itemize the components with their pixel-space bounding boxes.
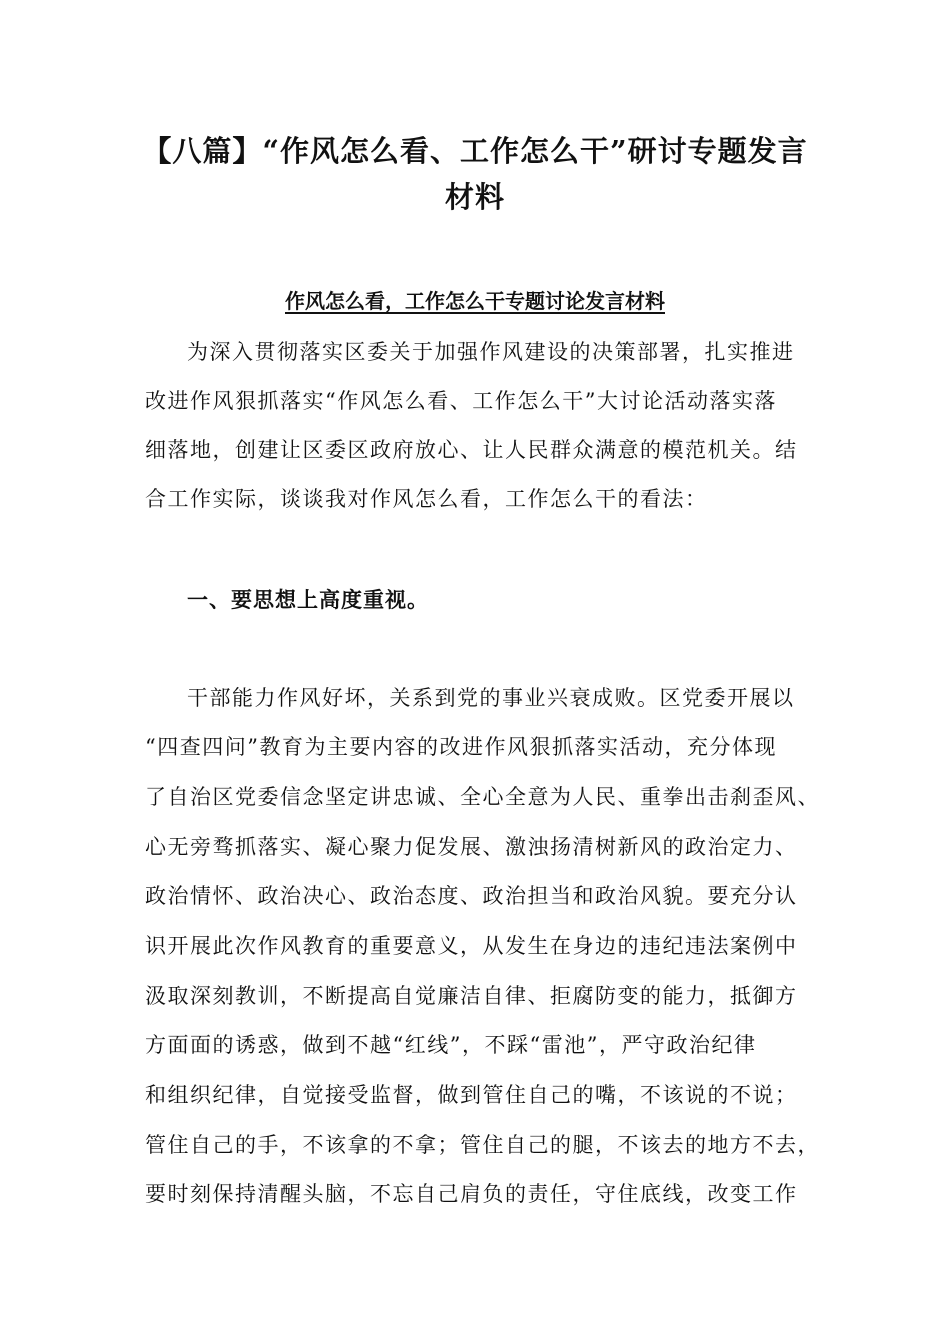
body-line: 方面面的诱惑，做到不越“红线”，不踩“雷池”，严守政治纪律	[145, 1033, 757, 1057]
document-subtitle: 作风怎么看，工作怎么干专题讨论发言材料	[285, 289, 665, 313]
body-line: 政治情怀、政治决心、政治态度、政治担当和政治风貌。要充分认	[145, 884, 798, 908]
body-line: 心无旁骛抓落实、凝心聚力促发展、激浊扬清树新风的政治定力、	[145, 835, 798, 859]
body-line: “四查四问”教育为主要内容的改进作风狠抓落实活动，充分体现	[145, 735, 777, 759]
intro-line: 细落地，创建让区委区政府放心、让人民群众满意的模范机关。结	[145, 438, 798, 462]
section-heading: 一、要思想上高度重视。	[187, 587, 429, 612]
body-line: 了自治区党委信念坚定讲忠诚、全心全意为人民、重拳出击刹歪风、	[145, 785, 820, 809]
body-line: 要时刻保持清醒头脑，不忘自己肩负的责任，守住底线，改变工作	[145, 1182, 798, 1206]
body-line: 干部能力作风好坏，关系到党的事业兴衰成败。区党委开展以	[187, 686, 795, 710]
intro-line: 改进作风狠抓落实“作风怎么看、工作怎么干”大讨论活动落实落	[145, 389, 777, 413]
document-title-line-1: 【八篇】“作风怎么看、工作怎么干”研讨专题发言	[142, 134, 808, 168]
intro-line: 为深入贯彻落实区委关于加强作风建设的决策部署，扎实推进	[187, 340, 795, 364]
body-line: 和组织纪律，自觉接受监督，做到管住自己的嘴，不该说的不说；	[145, 1083, 798, 1107]
document-title-line-2: 材料	[444, 180, 505, 214]
body-line: 汲取深刻教训，不断提高自觉廉洁自律、拒腐防变的能力，抵御方	[145, 984, 798, 1008]
document-title	[120, 128, 830, 220]
intro-line: 合工作实际，谈谈我对作风怎么看，工作怎么干的看法：	[145, 487, 708, 511]
body-line: 管住自己的手，不该拿的不拿；管住自己的腿，不该去的地方不去，	[145, 1133, 820, 1157]
body-line: 识开展此次作风教育的重要意义，从发生在身边的违纪违法案例中	[145, 934, 798, 958]
